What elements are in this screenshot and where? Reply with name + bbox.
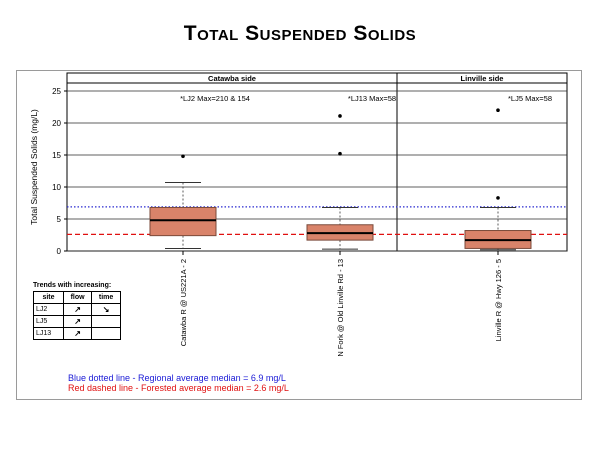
y-tick-label: 15	[52, 151, 61, 160]
x-category-label: Linville R @ Hwy 126 - 5	[494, 259, 503, 342]
trend-time-arrow-icon	[92, 316, 121, 328]
outlier-point	[338, 114, 342, 118]
trends-table-box	[33, 282, 129, 340]
trends-site: LJ13	[34, 328, 64, 340]
slide-title: Total Suspended Solids	[183, 22, 417, 45]
trends-title: Trends with increasing:	[33, 282, 112, 289]
box-plot-chart	[17, 71, 583, 401]
trends-header-time: time	[92, 292, 121, 304]
max-annotation: *LJ13 Max=58	[347, 94, 397, 103]
y-tick-label: 0	[56, 247, 61, 256]
trend-flow-arrow-icon: ↗	[63, 316, 91, 328]
trend-flow-arrow-icon: ↗	[63, 304, 91, 316]
trends-site: LJ5	[34, 316, 64, 328]
y-axis-label: Total Suspended Solids (mg/L)	[29, 109, 39, 225]
trend-time-arrow-icon	[92, 328, 121, 340]
y-tick-label: 10	[52, 183, 61, 192]
x-category-label: N Fork @ Old Linville Rd - 13	[336, 259, 345, 357]
outlier-point	[496, 196, 500, 200]
legend-forested-median: Red dashed line - Forested average median = 2.6 mg/L	[68, 383, 289, 393]
x-category-label: Catawba R @ US221A - 2	[179, 259, 188, 347]
trends-row	[34, 316, 121, 328]
trend-time-arrow-icon: ↘	[92, 304, 121, 316]
trends-header-site: site	[34, 292, 64, 304]
outlier-point	[338, 152, 342, 156]
outlier-point	[496, 108, 500, 112]
legend-regional-median: Blue dotted line - Regional average median = 6.9 mg/L	[68, 373, 286, 383]
outlier-point	[181, 154, 185, 158]
panel-title: Catawba side	[208, 74, 256, 83]
y-tick-label: 5	[56, 215, 61, 224]
max-annotation: *LJ2 Max=210 & 154	[180, 94, 250, 103]
trends-row	[34, 328, 121, 340]
panel-title: Linville side	[460, 74, 504, 83]
trends-row	[34, 304, 121, 316]
trend-flow-arrow-icon: ↗	[63, 328, 91, 340]
trends-site: LJ2	[34, 304, 64, 316]
trends-header-flow: flow	[63, 292, 91, 304]
max-annotation: *LJ5 Max=58	[508, 94, 552, 103]
box	[150, 207, 216, 235]
trends-table	[33, 291, 121, 340]
y-tick-label: 25	[52, 87, 61, 96]
y-tick-label: 20	[52, 119, 61, 128]
chart-frame	[16, 70, 582, 400]
